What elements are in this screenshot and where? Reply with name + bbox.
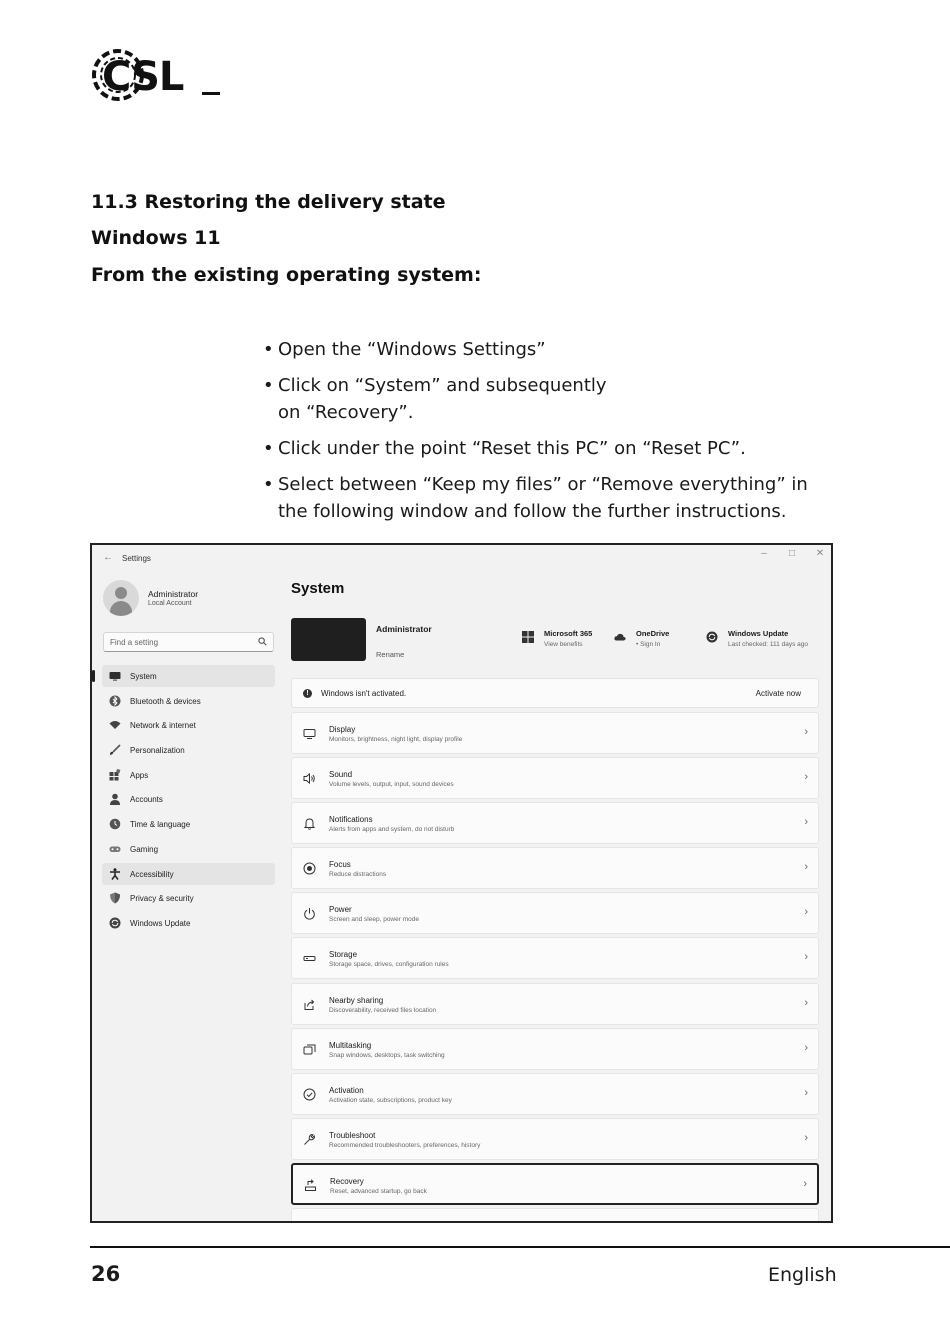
search-placeholder: Find a setting [110,638,159,647]
settings-card-multitasking[interactable] [291,1028,819,1070]
card-title: Activation [329,1085,364,1095]
sidebar-item-label: Windows Update [130,918,191,928]
chevron-right-icon: › [804,816,808,829]
chevron-right-icon: › [804,1041,808,1054]
settings-card-sound[interactable] [291,757,819,799]
card-subtitle: Reduce distractions [329,871,387,879]
shield-icon [109,892,121,904]
avatar-body [110,601,132,616]
chevron-right-icon: › [804,771,808,784]
monitor-icon [109,670,121,682]
footer-rule [90,1246,950,1248]
activation-banner [291,678,819,708]
recovery-icon [304,1179,317,1192]
card-subtitle: Snap windows, desktops, task switching [329,1051,445,1059]
minimize-button[interactable]: – [761,548,767,559]
card-subtitle: Alerts from apps and system, do not disturb [329,826,455,834]
update-icon [109,917,121,929]
speaker-icon [303,772,316,785]
sidebar-item-bluetooth[interactable] [102,690,275,712]
step-item: • Click on “System” and subsequently on “Recovery”. [263,372,633,426]
page-language: English [768,1264,837,1286]
storage-icon [303,952,316,965]
section-subheading: Windows 11 [91,227,221,249]
step-item: • Click under the point “Reset this PC” on “Reset PC”. [263,435,833,462]
service-sub: • Sign In [636,641,661,648]
service-sub: Last checked: 111 days ago [728,641,808,648]
chevron-right-icon: › [803,1177,807,1190]
avatar[interactable] [103,580,139,616]
sidebar-item-accounts[interactable] [102,788,275,810]
search-icon [258,637,267,646]
service-name: Microsoft 365 [544,629,593,638]
section-heading: 11.3 Restoring the delivery state [91,191,446,213]
gamepad-icon [109,843,121,855]
cloud-icon [614,631,626,643]
sidebar-item-label: Privacy & security [130,894,194,904]
back-arrow-icon[interactable]: ← [103,552,113,563]
service-name: OneDrive [636,629,670,638]
card-subtitle: Storage space, drives, configuration rules [329,961,449,969]
chevron-right-icon: › [804,861,808,874]
sidebar-item-gaming[interactable] [102,838,275,860]
card-subtitle: Monitors, brightness, night light, display profile [329,736,463,743]
selection-indicator [92,670,95,682]
logo-text: CSL [102,54,184,100]
sidebar-item-system[interactable] [102,665,275,687]
activate-now-button[interactable]: Activate now [755,689,801,698]
service-sub: View benefits [544,641,583,648]
maximize-button[interactable]: □ [788,548,796,559]
card-title: Sound [329,770,353,780]
settings-card-troubleshoot[interactable] [291,1118,819,1160]
sidebar-item-label: Gaming [130,844,159,854]
sidebar-item-label: Network & internet [130,721,196,731]
sidebar-item-personalization[interactable] [102,739,275,761]
sidebar-item-label: System [130,672,157,681]
sidebar-item-apps[interactable] [102,764,275,786]
card-title: Recovery [330,1176,364,1186]
multitask-icon [303,1043,316,1056]
card-title: Notifications [329,815,373,825]
power-icon [303,907,316,920]
settings-card-power[interactable] [291,892,819,934]
step-item: • Select between “Keep my files” or “Remove everything” in the following window and follow the further instructions. [263,471,833,525]
service-name: Windows Update [728,629,789,638]
settings-card-focus[interactable] [291,847,819,889]
settings-card-partial[interactable] [291,1208,819,1223]
focus-icon [303,862,316,875]
chevron-right-icon: › [804,1131,808,1144]
title-bar [92,545,831,571]
chevron-right-icon: › [804,1086,808,1099]
card-title: Storage [329,950,358,960]
page-number: 26 [91,1262,121,1286]
sidebar-item-label: Accounts [130,795,163,805]
wrench-icon [303,1133,316,1146]
card-subtitle: Screen and sleep, power mode [329,916,419,924]
card-title: Display [329,725,356,734]
card-title: Troubleshoot [329,1130,376,1140]
device-wallpaper-thumbnail [291,618,366,661]
card-title: Power [329,905,352,915]
settings-screenshot [90,543,833,1223]
card-title: Multitasking [329,1040,372,1050]
apps-icon [109,769,121,781]
bell-icon [303,817,316,830]
check-circle-icon [303,1088,316,1101]
card-subtitle: Volume levels, output, input, sound devices [329,781,454,789]
settings-card-display[interactable] [291,712,819,754]
card-subtitle: Recommended troubleshooters, preferences, history [329,1141,481,1149]
page-title: System [291,580,345,597]
card-subtitle: Activation state, subscriptions, product key [329,1096,452,1104]
share-icon [303,998,316,1011]
card-subtitle: Reset, advanced startup, go back [330,1187,427,1195]
sidebar-item-privacy[interactable] [102,887,275,909]
chevron-right-icon: › [804,906,808,919]
settings-card-recovery[interactable] [291,1163,819,1205]
steps-list [263,336,833,534]
brush-icon [109,744,121,756]
csl-logo [90,42,225,110]
sidebar-item-network[interactable] [102,714,275,736]
close-button[interactable]: ✕ [815,548,825,559]
rename-link[interactable]: Rename [376,650,405,659]
chevron-right-icon: › [804,726,808,738]
sidebar-item-label: Accessibility [130,869,174,879]
wifi-icon [109,719,121,731]
profile-name: Administrator [148,589,199,599]
sidebar-item-label: Apps [130,770,149,780]
chevron-right-icon: › [804,951,808,964]
update-icon [706,631,718,643]
card-subtitle: Discoverability, received files location [329,1006,437,1014]
logo-underline [202,92,220,95]
settings-card-activation[interactable] [291,1073,819,1115]
avatar-head [115,587,127,599]
settings-card-storage[interactable] [291,937,819,979]
globe-clock-icon [109,818,121,830]
search-input[interactable] [103,632,274,652]
card-title: Focus [329,860,351,870]
display-icon [303,727,316,740]
person-icon [109,793,121,805]
step-item: • Open the “Windows Settings” [263,336,833,363]
sidebar-item-accessibility[interactable] [102,863,275,885]
sidebar-nav [102,665,275,937]
settings-card-nearby-sharing[interactable] [291,983,819,1025]
profile-account-type: Local Account [148,600,192,607]
sidebar-item-label: Bluetooth & devices [130,696,201,706]
accessibility-icon [109,868,121,880]
section-context: From the existing operating system: [91,264,482,286]
chevron-right-icon: › [804,996,808,1009]
window-title: Settings [122,554,151,563]
device-name: Administrator [376,624,432,634]
settings-cards [291,712,819,1223]
activation-text: Windows isn't activated. [321,689,407,698]
sidebar-item-windows-update[interactable] [102,912,275,934]
info-icon: ! [303,689,312,698]
sidebar-item-label: Personalization [130,746,185,756]
settings-card-notifications[interactable] [291,802,819,844]
sidebar-item-time-language[interactable] [102,813,275,835]
windows-grid-icon [522,631,534,643]
card-title: Nearby sharing [329,995,384,1005]
bluetooth-icon [109,695,121,707]
sidebar-item-label: Time & language [130,820,191,830]
